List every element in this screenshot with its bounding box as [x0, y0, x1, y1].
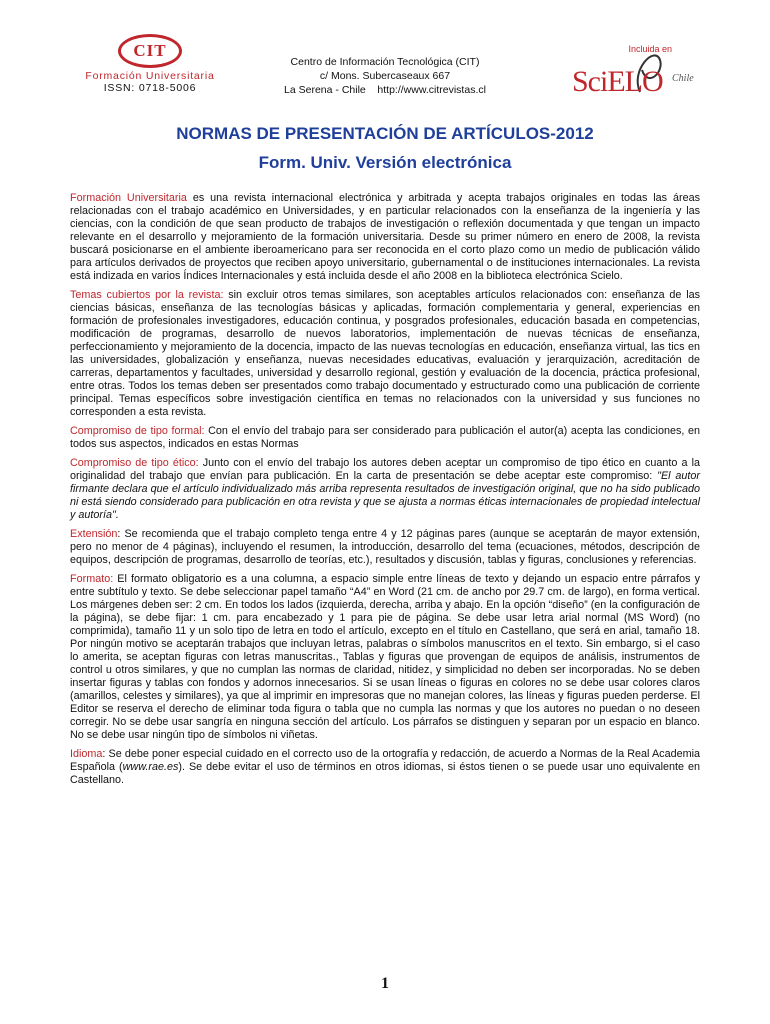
page-header — [0, 0, 770, 110]
journal-name: Formación Universitaria — [85, 70, 215, 82]
publisher-line: c/ Mons. Subercaseaux 667 — [319, 70, 451, 82]
scielo-logo — [560, 40, 710, 100]
cit-logo-text: CIT — [133, 41, 167, 60]
paragraph-temas — [70, 289, 700, 419]
issn: ISSN: 0718-5006 — [103, 82, 197, 94]
rae-link[interactable]: www.rae.es — [122, 761, 179, 773]
paragraph-text: Con el envío del trabajo para ser considerado para publicación el autor(a) acepta las condiciones, en todos sus aspectos, indicados en estas Normas — [70, 425, 700, 450]
scielo-country: Chile — [672, 73, 694, 84]
paragraph-etico — [70, 457, 700, 522]
paragraph-lead: Idioma — [70, 748, 103, 760]
paragraph-text: ). Se debe evitar el uso de términos en otros idiomas, si éstos tienen o se puede usar uno equivalente en Castellano. — [70, 761, 700, 786]
paragraph-idioma — [70, 748, 700, 787]
paragraph-text: : Se debe poner especial cuidado en el correcto uso de la ortografía y redacción, de acuerdo a Normas de la Real Academia Española ( — [70, 748, 700, 773]
page-subtitle: Form. Univ. Versión electrónica — [258, 153, 512, 172]
title-block — [60, 122, 710, 175]
paragraph-formato — [70, 573, 700, 742]
paragraph-lead: Formato: — [70, 573, 114, 585]
paragraph-extension — [70, 528, 700, 567]
paragraph-text: sin excluir otros temas similares, son aceptables artículos relacionados con: enseñanza de las ciencias básicas, enseñanza de las tecnologías básicas y aplicadas, formación complementaria y general, experiencias en formación de profesionales investigadores, educación continua, y posgrados profesionales, educación basada en competencias, modificación de programas, desarrollo de nuevos laboratorios, implementación de nuevas técnicas de enseñanza, perfeccionamiento y mejoramiento de la docencia, impacto de las nuevas tecnologías en educación, enseñanza virtual, las tics en las universidades, globalización y enseñanza, nuevas necesidades educativas, evaluación y jerarquización, acreditación de carreras, departamentos y facultades, universidad y desarrollo regional, gestión y evaluación de la docencia, práctica profesional, entre otras. Todos los temas deben ser presentados como trabajo documentado y estructurado como una publicación de corriente principal. Temas específicos sobre investigación científica en temas no relacionados con la universidad y sus funciones no corresponden a esta revista. — [70, 289, 700, 418]
paragraph-text: El formato obligatorio es a una columna, a espacio simple entre líneas de texto y dejando un espacio entre párrafos y entre subtítulo y texto. Se debe seleccionar papel tamaño “A4” en Word (21 cm. de ancho por 29.7 cm. de largo), en forma vertical. Los márgenes deben ser: 2 cm. En todos los lados (izquierda, derecha, arriba y abajo. En la opción “diseño” (en la configuración de la página), se debe fijar: 1 cm. para encabezado y 1 para pie de página. Se debe usar letra arial normal (MS Word) (no comprimida), tamaño 11 y un solo tipo de letra en todo el artículo, excepto en el título en Castellano, que será en arial, tamaño 18. Por ningún motivo se aceptarán trabajos que incluyan letras, palabras o símbolos manuscritos en el texto. Sin embargo, si el caso lo amerita, se aceptan figuras con letras manuscritas., Tablas y figuras que provengan de equipos de análisis, instrumentos de control u otros similares, y que no cumplan las normas de claridad, nitidez, y simplicidad no deben ser incorporadas. No se deben insertar figuras y tablas con fondos y adornos innecesarios. Si se usan líneas o figuras en colores no se debe usar colores claros (amarillos, celestes y similares), ya que al imprimir en impresoras que no manejan colores, las líneas y figuras pueden perderse. El Editor se reserva el derecho de eliminar toda figura o tabla que no cumpla las normas y que los autores no puedan o no deseen corregir. No se debe usar sangría en ninguna sección del artículo. Los párrafos se distinguen y separan por un espacio en blanco. No se debe usar ningún tipo de símbolos ni viñetas. — [70, 573, 700, 741]
cit-logo-mark — [118, 34, 182, 68]
paragraph-formal — [70, 425, 700, 451]
publisher-line: Centro de Información Tecnológica (CIT) — [290, 56, 480, 68]
paragraph-lead: Compromiso de tipo formal: — [70, 425, 205, 437]
paragraph-text: es una revista internacional electrónica y arbitrada y acepta trabajos originales en todas las áreas relacionadas con el trabajo académico en Universidades, y en particular relacionados con la enseñanza de la ingeniería y las ciencias, con la condición de que sean producto de trabajos de investigación o reflexión documentada y que tengan un impacto relevante en el desarrollo y mejoramiento de la formación universitaria. Desde su primer número en enero de 2008, la revista buscará posicionarse en el ambiente iberoamericano para ser reconocida en el corto plazo como un medio de publicación válido para artículos derivados de proyectos que reciben apoyo universitario, gubernamental o de instituciones internacionales. La revista está indizada en varios Índices Internacionales y está incluida desde el año 2008 en la biblioteca electrónica Scielo. — [70, 192, 700, 282]
scielo-wordmark: SciELO — [572, 65, 663, 98]
page-number: 1 — [381, 975, 389, 992]
paragraph-lead: Extensión — [70, 528, 118, 540]
paragraph-lead: Compromiso de tipo ético: — [70, 457, 199, 469]
publisher-line: La Serena - Chile http://www.citrevistas.cl — [284, 84, 486, 96]
paragraph-text: Junto con el envío del trabajo los autores deben aceptar un compromiso de tipo ético en cuanto a la originalidad del trabajo que envían para publicación. En la carta de presentación se debe aceptar este compromiso: — [70, 457, 700, 482]
paragraph-lead: Temas cubiertos por la revista: — [70, 289, 224, 301]
ethics-quote: "El autor firmante declara que el artículo individualizado más arriba representa resultados de investigación original, que no ha sido publicado ni está siendo considerado para publicación en otra revista y que se ajusta a normas éticas internacionales de propiedad intelectual y autoría". — [70, 470, 700, 521]
cit-logo — [60, 34, 240, 94]
paragraph-text: : Se recomienda que el trabajo completo tenga entre 4 y 12 páginas pares (aunque se aceptarán de mayor extensión, pero no menor de 4 páginas), incluyendo el resumen, la introducción, desarrollo del tema (ecuaciones, métodos, descripción de equipos, descripción de programas, desarrollo de teorías, etc.), resultados y discusión, tablas y figuras, conclusiones y referencias. — [70, 528, 700, 566]
paragraph-lead: Formación Universitaria — [70, 192, 187, 204]
publisher-info — [250, 55, 520, 97]
scielo-included-label: Incluida en — [628, 44, 672, 54]
document-body — [70, 192, 700, 793]
paragraph-intro — [70, 192, 700, 283]
page-title: NORMAS DE PRESENTACIÓN DE ARTÍCULOS-2012 — [176, 124, 594, 143]
